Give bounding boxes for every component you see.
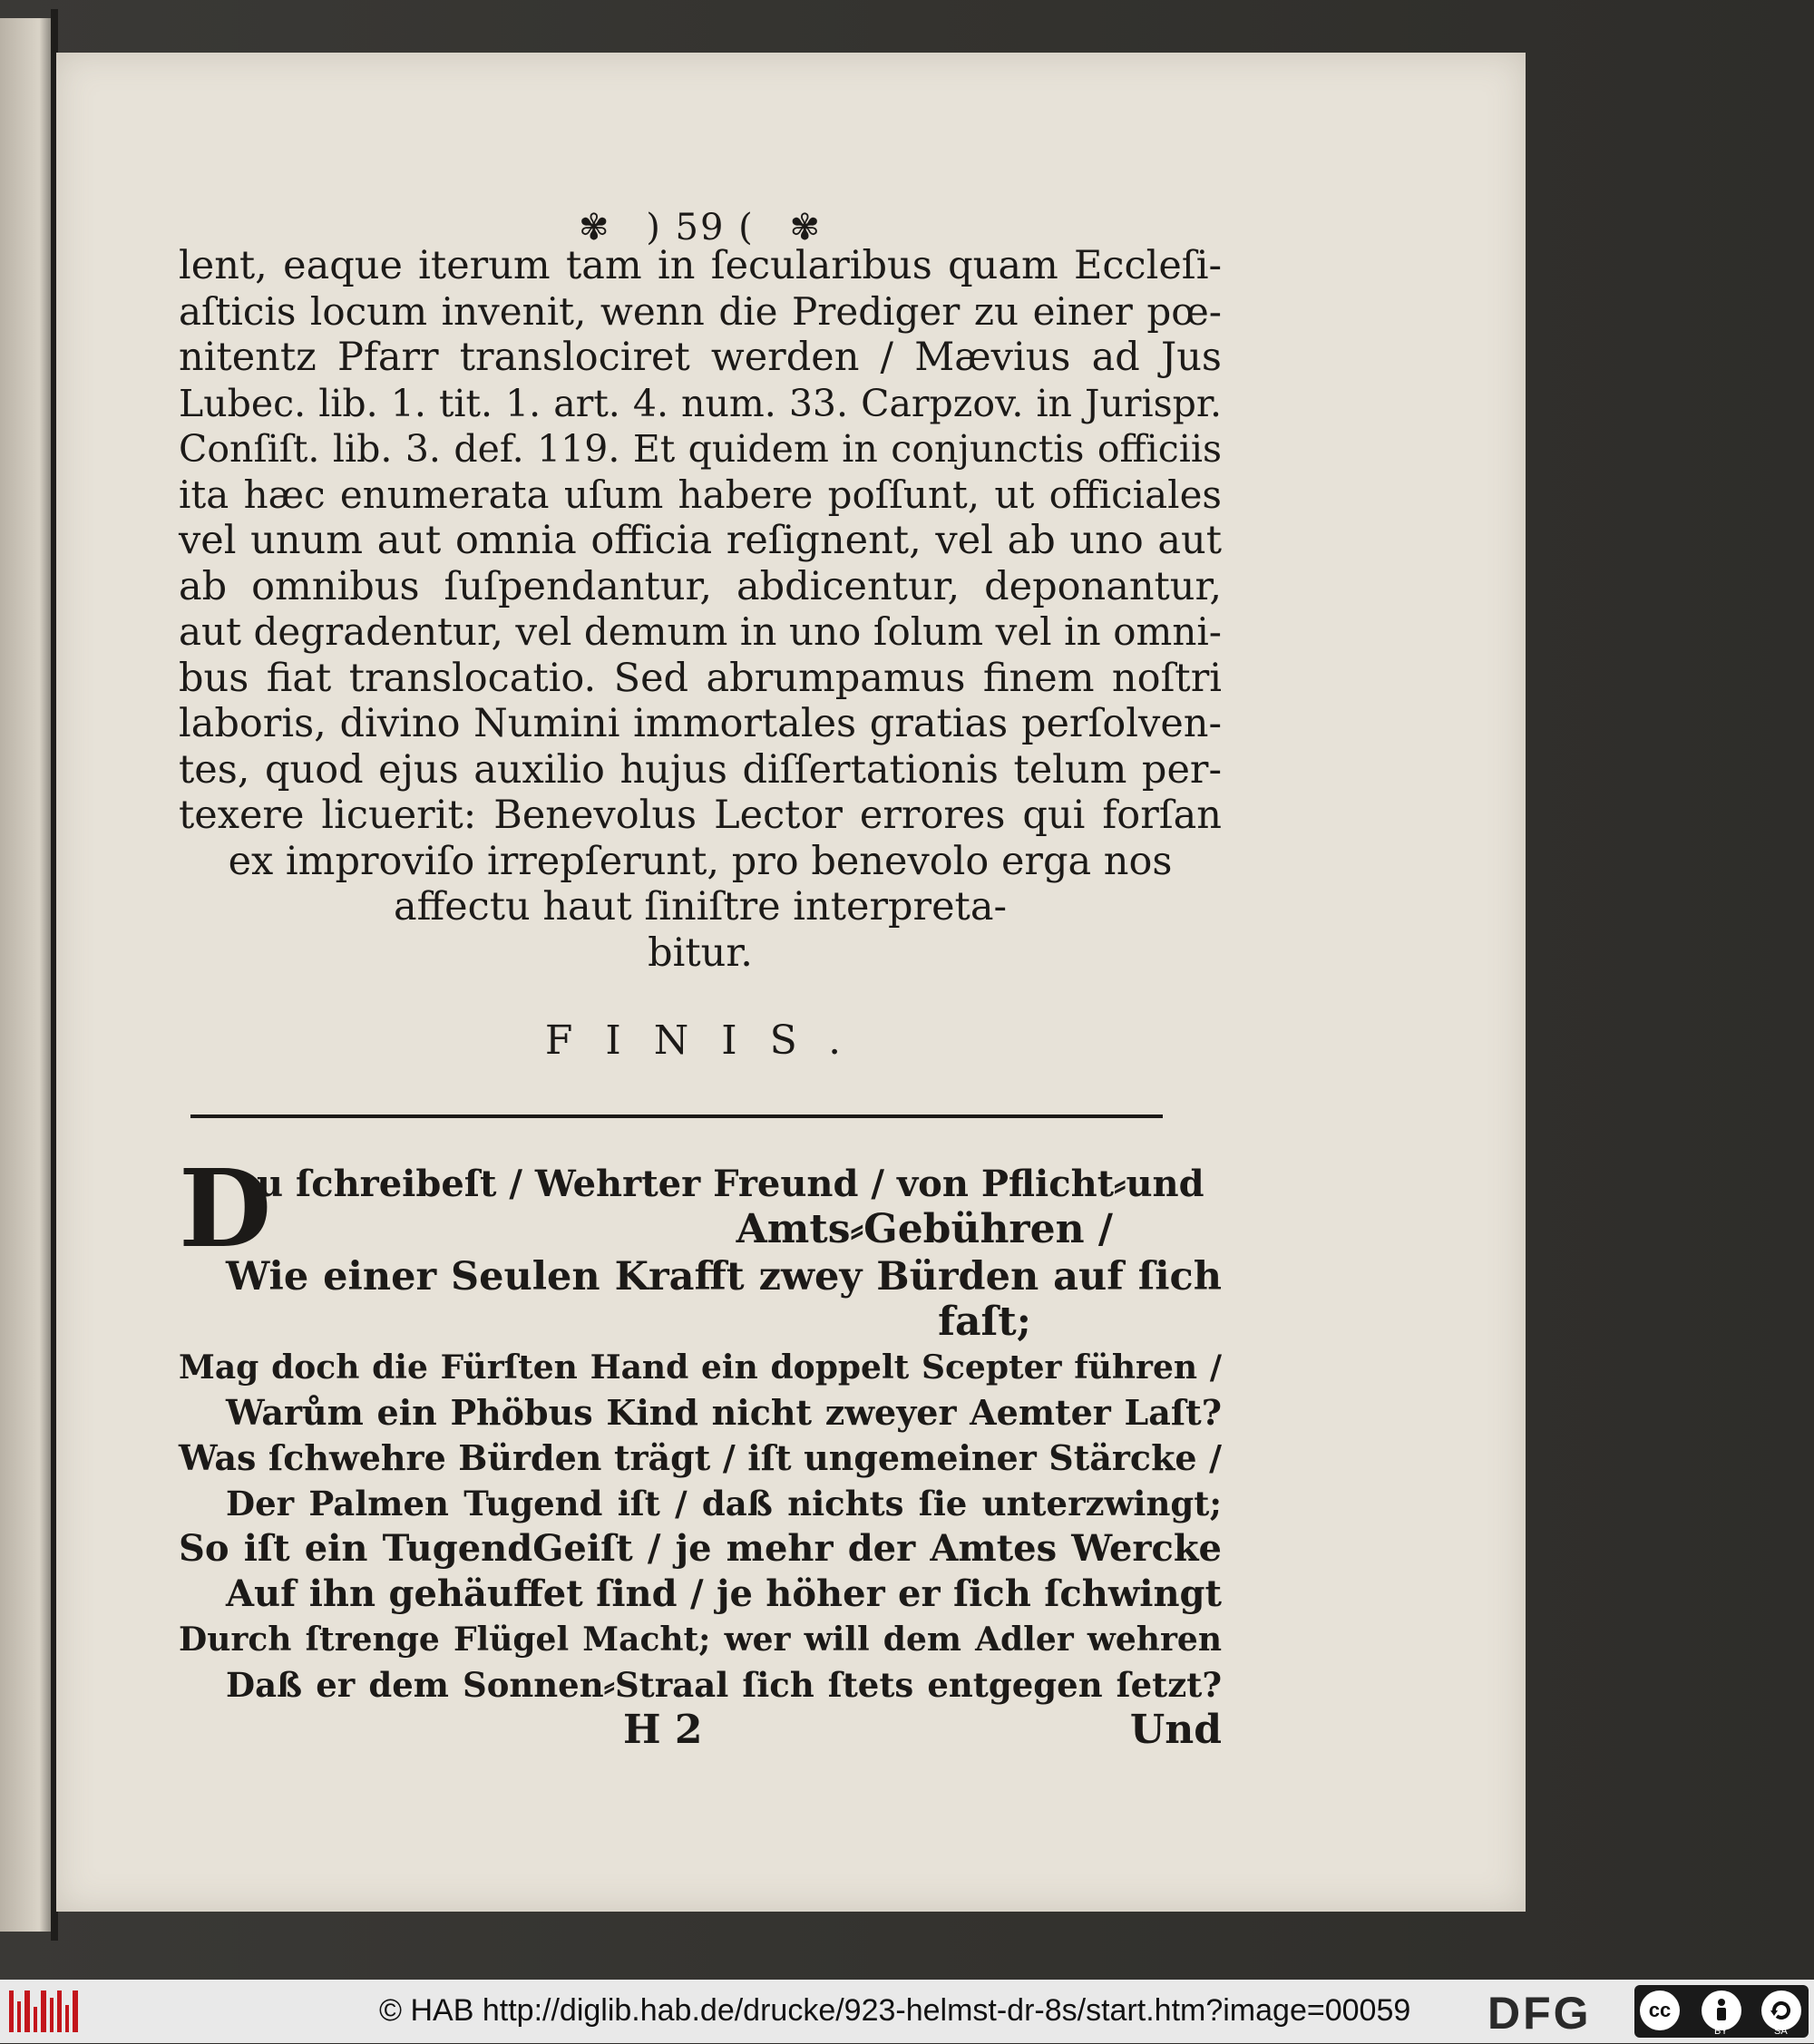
latin-paragraph: [179, 243, 1222, 839]
book-page: [56, 53, 1526, 1912]
right-ornament-icon: ✾: [789, 207, 822, 248]
latin-closing-line: ex improviſo irrepſerunt, pro benevolo erga nos: [228, 838, 1173, 884]
latin-line: aut degradentur, vel demum in uno ſolum vel in omni-: [179, 609, 1222, 654]
latin-closing-line: affectu haut ſiniſtre interpreta-: [393, 884, 1007, 930]
latin-line: Conſiſt. lib. 3. def. 119. Et quidem in conjunctis officiis: [179, 427, 1222, 471]
poem: [179, 1162, 1222, 1753]
cc-license-badge[interactable]: [1634, 1985, 1809, 2038]
by-label: BY: [1714, 2026, 1728, 2037]
poem-line: Durch ſtrenge Flügel Macht; wer will dem Adler wehren: [179, 1621, 1222, 1659]
latin-line: nitentz Pfarr translociret werden / Mævius ad Jus: [179, 335, 1222, 380]
catchword: Und: [1129, 1707, 1222, 1753]
latin-line: Lubec. lib. 1. tit. 1. art. 4. num. 33. Carpzov. in Jurispr.: [179, 381, 1222, 425]
page-footer-line: [179, 1708, 1222, 1753]
poem-line: Mag doch die Fürſten Hand ein doppelt Scepter führen /: [179, 1348, 1222, 1387]
dfg-logo: DFG: [1487, 1988, 1592, 2039]
finis-heading: FINIS.: [544, 1017, 874, 1064]
latin-line: lent, eaque iterum tam in ſecularibus quam Eccleſi-: [179, 243, 1222, 288]
latin-line: aſticis locum invenit, wenn die Prediger zu einer pœ-: [179, 288, 1222, 334]
source-url-link[interactable]: © HAB http://diglib.hab.de/drucke/923-helmst-dr-8s/start.htm?image=00059: [379, 1993, 1411, 2028]
poem-line: Was ſchwehre Bürden trägt / iſt ungemeiner Stärcke /: [179, 1437, 1222, 1478]
divider-rule: [190, 1114, 1163, 1118]
sa-label: SA: [1774, 2026, 1788, 2037]
latin-line: ab omnibus ſuſpendantur, abdicentur, deponantur,: [179, 563, 1222, 609]
poem-line: faſt;: [938, 1299, 1031, 1345]
viewer-footer: [0, 1980, 1814, 2043]
left-ornament-icon: ✾: [578, 207, 611, 248]
signature-mark: H 2: [623, 1707, 703, 1753]
latin-line: ita hæc enumerata uſum habere poſſunt, ut officiales: [179, 472, 1222, 517]
previous-page-edge: [0, 18, 56, 1932]
cc-icon: cc: [1640, 1990, 1680, 2030]
poem-line-2: Amts⸗Gebühren /: [736, 1206, 1113, 1252]
hab-logo-icon: [9, 1990, 78, 2032]
share-alike-icon: [1761, 1990, 1801, 2030]
poem-line: Der Palmen Tugend iſt / daß nichts ſie unterzwingt;: [226, 1484, 1222, 1523]
poem-line: So iſt ein TugendGeiſt / je mehr der Amtes Wercke: [179, 1527, 1222, 1570]
poem-line: Daß er dem Sonnen⸗Straal ſich ſtets entgegen ſetzt?: [226, 1665, 1222, 1705]
latin-line: tes, quod ejus auxilio hujus diſſertationis telum per-: [179, 746, 1222, 793]
latin-closing: [179, 839, 1222, 977]
poem-line: Wie einer Seulen Krafft zwey Bürden auf ſich: [226, 1254, 1222, 1299]
page-text: [179, 207, 1222, 1753]
poem-body: [179, 1254, 1222, 1708]
person-icon: [1702, 1990, 1741, 2030]
poem-line: Warům ein Phöbus Kind nicht zweyer Aemter Laſt?: [226, 1392, 1222, 1433]
poem-line: Auf ihn gehäuffet ſind / je höher er ſich ſchwingt: [226, 1572, 1222, 1615]
poem-opening: [179, 1162, 1222, 1254]
latin-closing-line: bitur.: [648, 930, 753, 976]
poem-line-1: u ſchreibeſt / Wehrter Freund / von Pflicht⸗und: [257, 1163, 1204, 1205]
drop-initial: D: [179, 1162, 272, 1254]
latin-line: bus fiat translocatio. Sed abrumpamus finem noſtri: [179, 655, 1222, 701]
latin-line: vel unum aut omnia officia reſignent, vel ab uno aut: [179, 518, 1222, 563]
latin-line: texere licuerit: Benevolus Lector errores qui forſan: [179, 793, 1222, 838]
page-number: ) 59 (: [646, 207, 755, 248]
latin-line: laboris, divino Numini immortales gratias perſolven-: [179, 701, 1222, 746]
